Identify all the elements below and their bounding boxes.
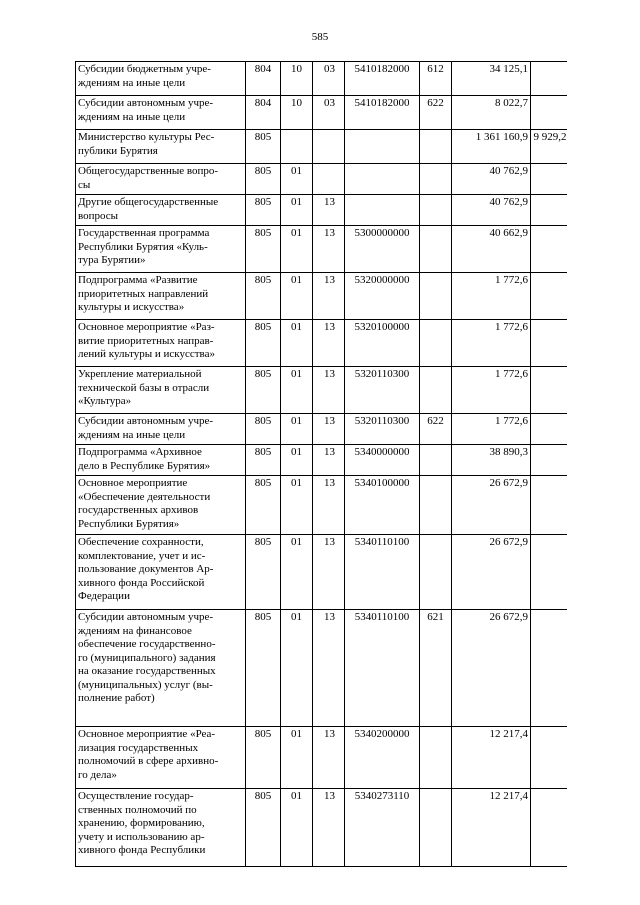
cell-target-article: 5340000000 xyxy=(345,445,420,476)
table-row xyxy=(76,226,567,273)
cell-extra-amount xyxy=(531,62,567,96)
cell-subsection: 13 xyxy=(313,610,345,727)
cell-ministry-code: 805 xyxy=(246,414,281,445)
cell-extra-amount xyxy=(531,535,567,610)
cell-name: Государственная программа Республики Бурятия «Куль- тура Бурятии» xyxy=(76,226,246,273)
cell-subsection: 13 xyxy=(313,727,345,789)
cell-ministry-code: 805 xyxy=(246,130,281,164)
cell-amount: 1 772,6 xyxy=(452,414,531,445)
cell-subsection: 13 xyxy=(313,367,345,414)
cell-amount: 1 772,6 xyxy=(452,367,531,414)
cell-expense-type xyxy=(420,367,452,414)
cell-section: 10 xyxy=(281,96,313,130)
budget-table xyxy=(75,61,567,867)
table-row xyxy=(76,610,567,727)
cell-amount: 1 772,6 xyxy=(452,320,531,367)
cell-expense-type: 612 xyxy=(420,62,452,96)
cell-subsection: 13 xyxy=(313,789,345,867)
cell-expense-type xyxy=(420,164,452,195)
cell-expense-type: 622 xyxy=(420,96,452,130)
table-row xyxy=(76,62,567,96)
cell-ministry-code: 805 xyxy=(246,476,281,535)
cell-amount: 38 890,3 xyxy=(452,445,531,476)
cell-target-article xyxy=(345,130,420,164)
cell-extra-amount xyxy=(531,164,567,195)
cell-ministry-code: 805 xyxy=(246,195,281,226)
cell-section: 01 xyxy=(281,476,313,535)
cell-expense-type: 622 xyxy=(420,414,452,445)
cell-name: Основное мероприятие «Раз- витие приоритетных направ- лений культуры и искусства» xyxy=(76,320,246,367)
table-row xyxy=(76,414,567,445)
cell-target-article: 5320100000 xyxy=(345,320,420,367)
cell-extra-amount xyxy=(531,610,567,727)
cell-name: Субсидии автономным учре- ждениям на иные цели xyxy=(76,414,246,445)
cell-amount: 12 217,4 xyxy=(452,727,531,789)
cell-ministry-code: 805 xyxy=(246,367,281,414)
cell-ministry-code: 805 xyxy=(246,727,281,789)
cell-amount: 12 217,4 xyxy=(452,789,531,867)
cell-extra-amount xyxy=(531,727,567,789)
cell-ministry-code: 805 xyxy=(246,535,281,610)
cell-extra-amount xyxy=(531,96,567,130)
cell-expense-type xyxy=(420,130,452,164)
cell-subsection xyxy=(313,130,345,164)
cell-amount: 26 672,9 xyxy=(452,610,531,727)
cell-extra-amount xyxy=(531,414,567,445)
cell-ministry-code: 805 xyxy=(246,789,281,867)
cell-section: 10 xyxy=(281,62,313,96)
cell-target-article: 5410182000 xyxy=(345,96,420,130)
cell-amount: 26 672,9 xyxy=(452,476,531,535)
cell-amount: 8 022,7 xyxy=(452,96,531,130)
cell-expense-type xyxy=(420,727,452,789)
cell-target-article xyxy=(345,195,420,226)
cell-section: 01 xyxy=(281,414,313,445)
cell-name: Осуществление государ- ственных полномочий по хранению, формированию, учету и использованию ар- хивного фонда Республики xyxy=(76,789,246,867)
cell-expense-type xyxy=(420,445,452,476)
cell-section: 01 xyxy=(281,535,313,610)
cell-extra-amount xyxy=(531,476,567,535)
cell-name: Субсидии автономным учре- ждениям на иные цели xyxy=(76,96,246,130)
cell-name: Подпрограмма «Архивное дело в Республике Бурятия» xyxy=(76,445,246,476)
cell-expense-type xyxy=(420,476,452,535)
cell-section: 01 xyxy=(281,195,313,226)
table-row xyxy=(76,789,567,867)
cell-subsection: 13 xyxy=(313,273,345,320)
table-row xyxy=(76,476,567,535)
cell-target-article: 5320110300 xyxy=(345,367,420,414)
table-row xyxy=(76,273,567,320)
cell-amount: 1 772,6 xyxy=(452,273,531,320)
cell-target-article: 5340110100 xyxy=(345,535,420,610)
table-row xyxy=(76,727,567,789)
table-row xyxy=(76,96,567,130)
cell-expense-type xyxy=(420,195,452,226)
cell-name: Субсидии автономным учре- ждениям на финансовое обеспечение государственно- го (муниципального) задания на оказание государственных (муниципальных) услуг (вы- полнение работ) xyxy=(76,610,246,727)
cell-expense-type xyxy=(420,226,452,273)
cell-target-article: 5320000000 xyxy=(345,273,420,320)
cell-subsection: 03 xyxy=(313,62,345,96)
table-row xyxy=(76,320,567,367)
cell-extra-amount xyxy=(531,273,567,320)
cell-subsection: 13 xyxy=(313,226,345,273)
cell-section: 01 xyxy=(281,789,313,867)
cell-extra-amount xyxy=(531,320,567,367)
cell-section: 01 xyxy=(281,610,313,727)
cell-target-article: 5300000000 xyxy=(345,226,420,273)
cell-subsection: 13 xyxy=(313,476,345,535)
cell-ministry-code: 805 xyxy=(246,273,281,320)
cell-target-article: 5320110300 xyxy=(345,414,420,445)
cell-amount: 40 662,9 xyxy=(452,226,531,273)
cell-subsection: 13 xyxy=(313,445,345,476)
cell-ministry-code: 805 xyxy=(246,445,281,476)
cell-section: 01 xyxy=(281,226,313,273)
cell-name: Другие общегосударственные вопросы xyxy=(76,195,246,226)
cell-subsection: 13 xyxy=(313,320,345,367)
cell-extra-amount xyxy=(531,367,567,414)
cell-expense-type: 621 xyxy=(420,610,452,727)
cell-subsection: 13 xyxy=(313,195,345,226)
cell-target-article: 5340110100 xyxy=(345,610,420,727)
cell-name: Министерство культуры Рес- публики Бурятия xyxy=(76,130,246,164)
cell-section: 01 xyxy=(281,164,313,195)
cell-name: Укрепление материальной технической базы в отрасли «Культура» xyxy=(76,367,246,414)
table-row xyxy=(76,130,567,164)
table-row xyxy=(76,195,567,226)
cell-ministry-code: 804 xyxy=(246,96,281,130)
table-row xyxy=(76,535,567,610)
cell-name: Обеспечение сохранности, комплектование, учет и ис- пользование документов Ар- хивного фонда Российской Федерации xyxy=(76,535,246,610)
cell-extra-amount xyxy=(531,195,567,226)
cell-ministry-code: 805 xyxy=(246,226,281,273)
cell-subsection xyxy=(313,164,345,195)
cell-subsection: 13 xyxy=(313,535,345,610)
cell-section: 01 xyxy=(281,367,313,414)
cell-name: Основное мероприятие «Реа- лизация государственных полномочий в сфере архивно- го дела» xyxy=(76,727,246,789)
cell-extra-amount xyxy=(531,789,567,867)
cell-amount: 40 762,9 xyxy=(452,164,531,195)
cell-ministry-code: 805 xyxy=(246,610,281,727)
cell-name: Основное мероприятие «Обеспечение деятельности государственных архивов Республики Бурятия» xyxy=(76,476,246,535)
cell-amount: 1 361 160,9 xyxy=(452,130,531,164)
cell-ministry-code: 805 xyxy=(246,164,281,195)
cell-expense-type xyxy=(420,320,452,367)
cell-extra-amount xyxy=(531,226,567,273)
table-row xyxy=(76,367,567,414)
cell-section xyxy=(281,130,313,164)
page-number: 585 xyxy=(311,31,329,43)
cell-extra-amount xyxy=(531,445,567,476)
cell-amount: 26 672,9 xyxy=(452,535,531,610)
cell-target-article: 5340273110 xyxy=(345,789,420,867)
cell-amount: 34 125,1 xyxy=(452,62,531,96)
cell-expense-type xyxy=(420,273,452,320)
cell-target-article xyxy=(345,164,420,195)
cell-ministry-code: 804 xyxy=(246,62,281,96)
cell-amount: 40 762,9 xyxy=(452,195,531,226)
cell-section: 01 xyxy=(281,727,313,789)
cell-target-article: 5340100000 xyxy=(345,476,420,535)
cell-expense-type xyxy=(420,789,452,867)
table-row xyxy=(76,445,567,476)
cell-subsection: 13 xyxy=(313,414,345,445)
cell-ministry-code: 805 xyxy=(246,320,281,367)
cell-section: 01 xyxy=(281,445,313,476)
cell-name: Субсидии бюджетным учре- ждениям на иные цели xyxy=(76,62,246,96)
cell-extra-amount: 9 929,2 xyxy=(531,130,567,164)
cell-section: 01 xyxy=(281,273,313,320)
table-body xyxy=(76,62,567,867)
cell-target-article: 5340200000 xyxy=(345,727,420,789)
cell-section: 01 xyxy=(281,320,313,367)
cell-expense-type xyxy=(420,535,452,610)
cell-name: Подпрограмма «Развитие приоритетных направлений культуры и искусства» xyxy=(76,273,246,320)
cell-name: Общегосударственные вопро- сы xyxy=(76,164,246,195)
table-row xyxy=(76,164,567,195)
cell-target-article: 5410182000 xyxy=(345,62,420,96)
cell-subsection: 03 xyxy=(313,96,345,130)
